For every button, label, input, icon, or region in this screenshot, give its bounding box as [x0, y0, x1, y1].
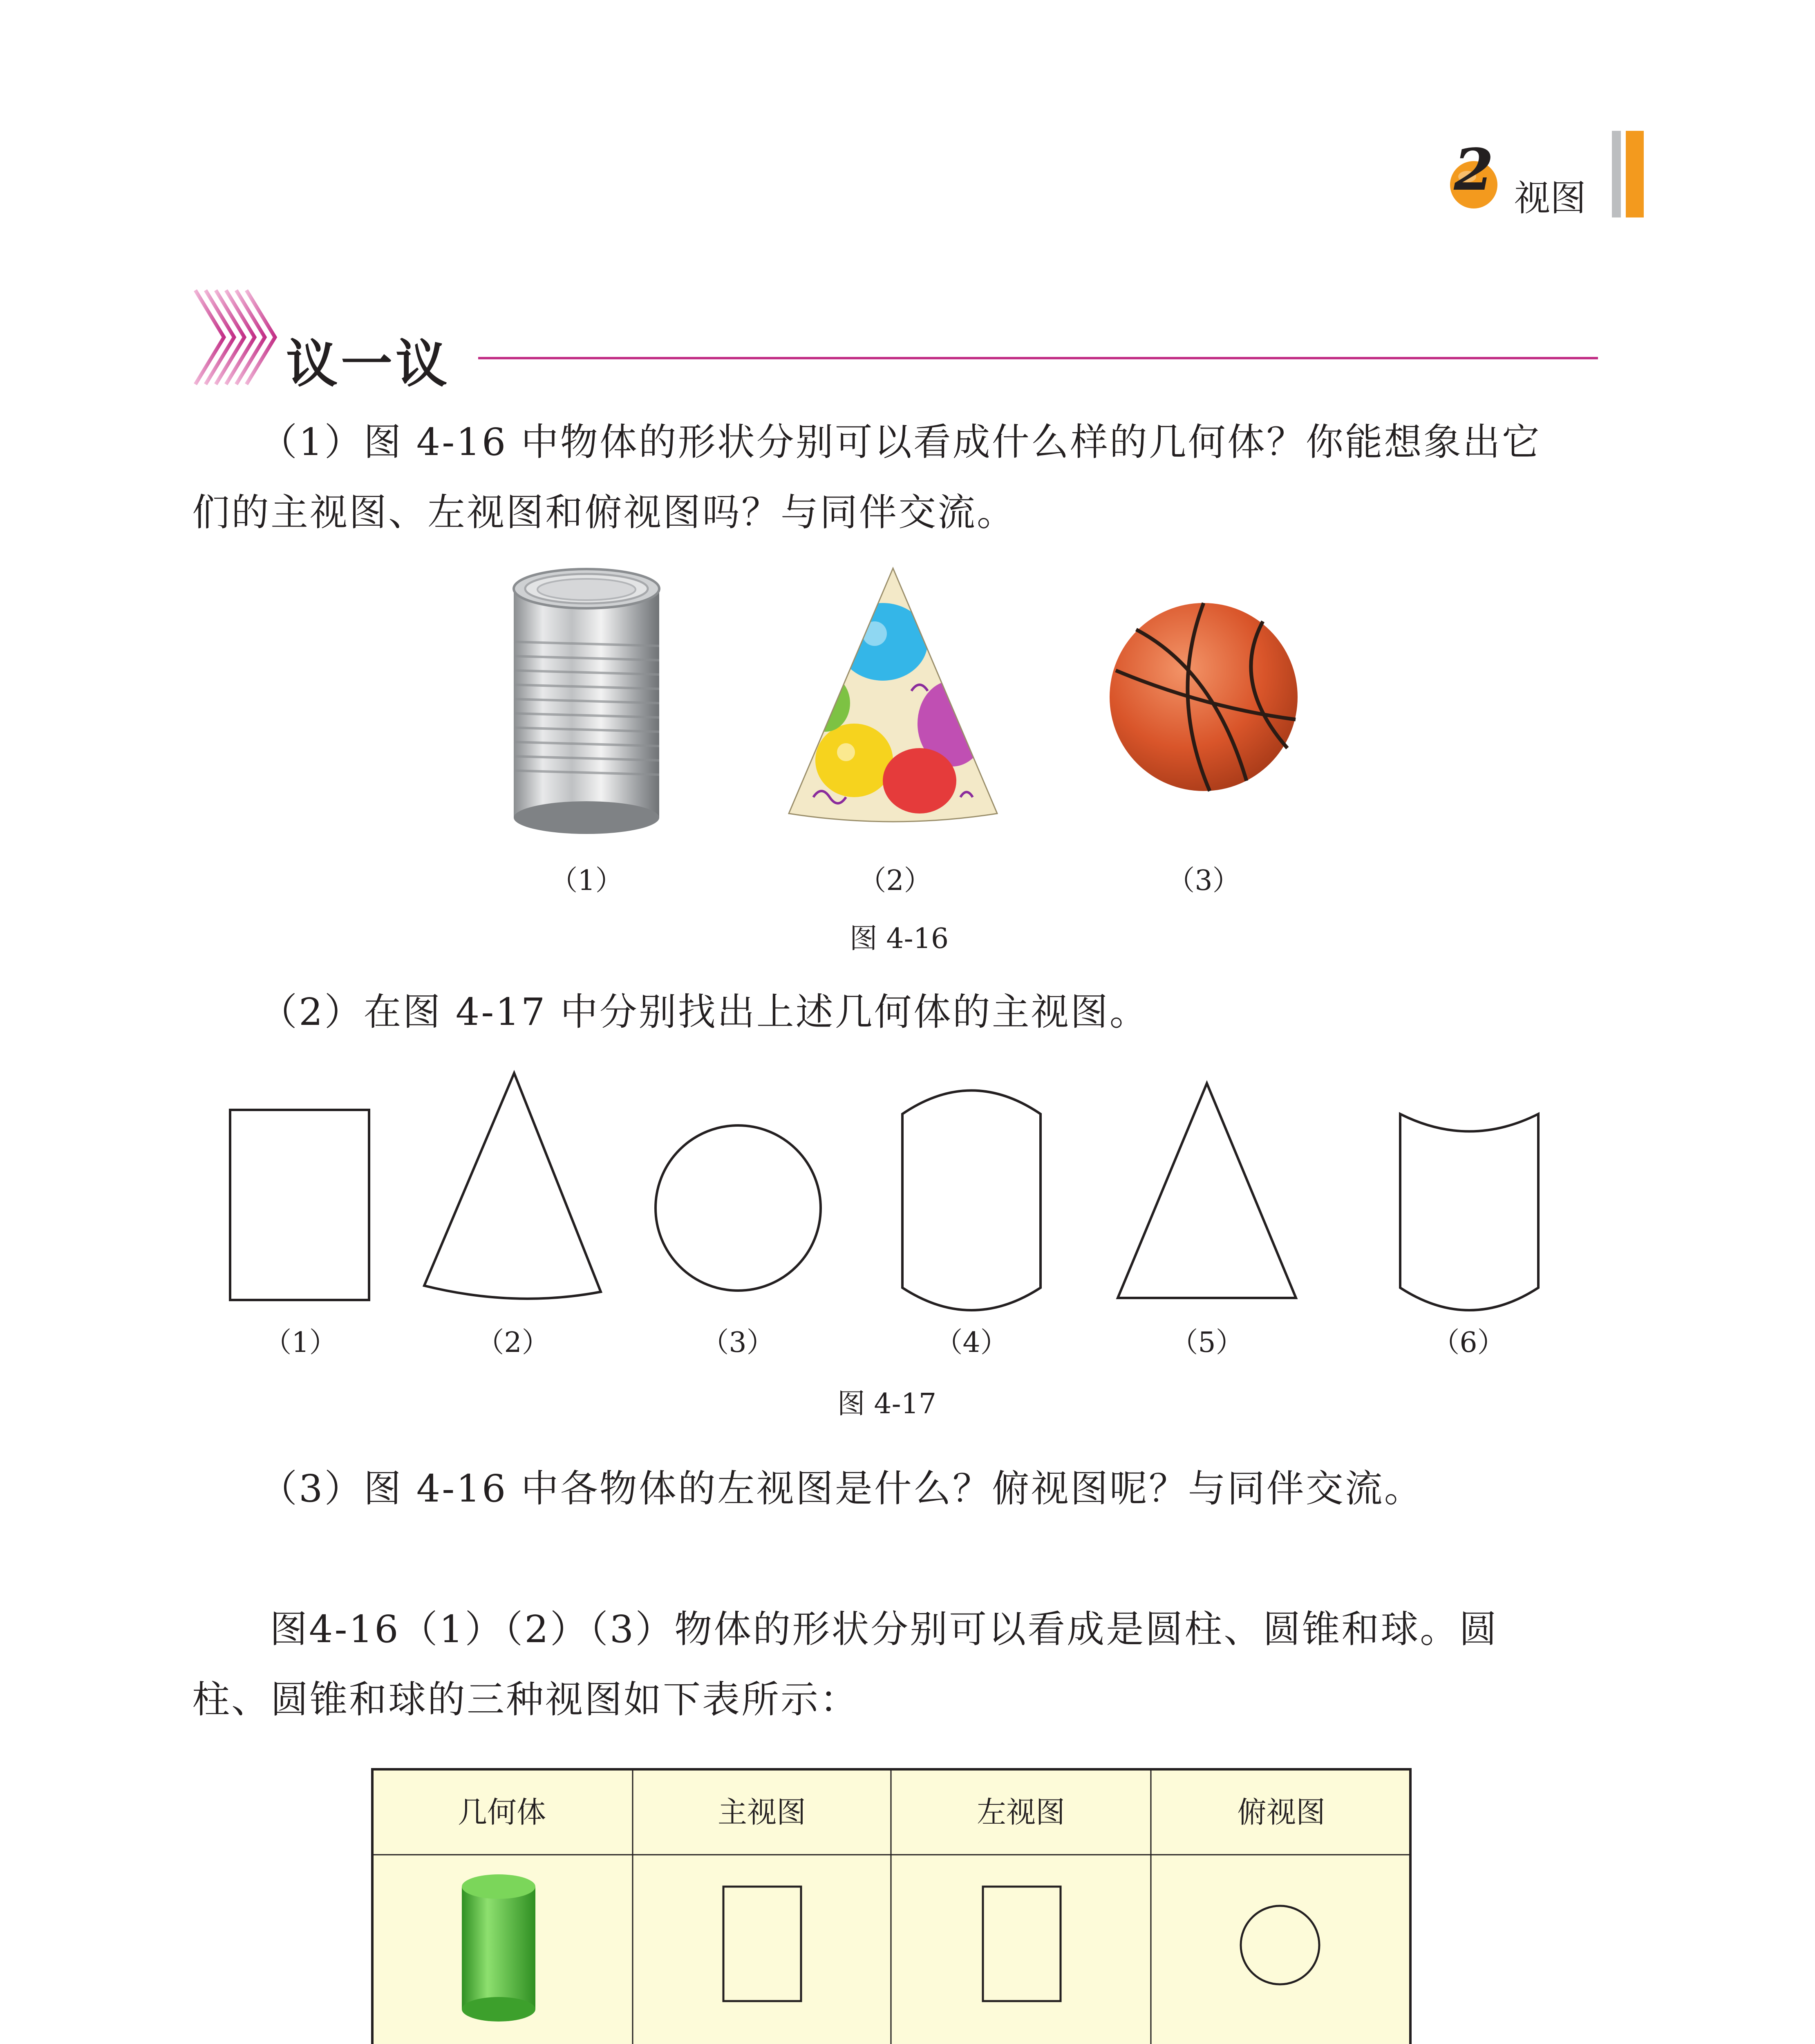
fig17-label-3: （3）: [701, 1327, 774, 1359]
fig17-label-5: （5）: [1170, 1327, 1244, 1359]
fig16-caption: 图 4-16: [849, 923, 949, 955]
fig17-label-4: （4）: [935, 1327, 1008, 1359]
fig16-label-3: （3）: [1167, 865, 1240, 897]
q3-text: （3）图 4-16 中各物体的左视图是什么？俯视图呢？与同伴交流。: [260, 1467, 1423, 1511]
section-title: 议一议: [286, 334, 450, 394]
q1-line1: （1）图 4-16 中物体的形状分别可以看成什么样的几何体？你能想象出它: [260, 420, 1541, 464]
table-header-front: 主视图: [717, 1795, 806, 1829]
table-header-left: 左视图: [976, 1795, 1065, 1829]
fig17-caption: 图 4-17: [837, 1388, 937, 1420]
chapter-title: 视图: [1514, 177, 1587, 219]
fig17-label-1: （1）: [264, 1327, 337, 1359]
q2-text: （2）在图 4-17 中分别找出上述几何体的主视图。: [260, 990, 1149, 1034]
fig17-label-6: （6）: [1432, 1327, 1505, 1359]
table-header-solid: 几何体: [457, 1795, 546, 1829]
table-header-top: 俯视图: [1237, 1795, 1325, 1829]
fig16-label-2: （2）: [858, 865, 932, 897]
fig16-label-1: （1）: [550, 865, 623, 897]
answer-line2: 柱、圆锥和球的三种视图如下表所示：: [192, 1678, 859, 1721]
fig17-label-2: （2）: [476, 1327, 550, 1359]
chapter-number: 2: [1454, 137, 1494, 204]
answer-line1: 图4-16（1）（2）（3）物体的形状分别可以看成是圆柱、圆锥和球。圆: [270, 1607, 1499, 1651]
q1-line2: 们的主视图、左视图和俯视图吗？与同伴交流。: [192, 491, 1016, 534]
